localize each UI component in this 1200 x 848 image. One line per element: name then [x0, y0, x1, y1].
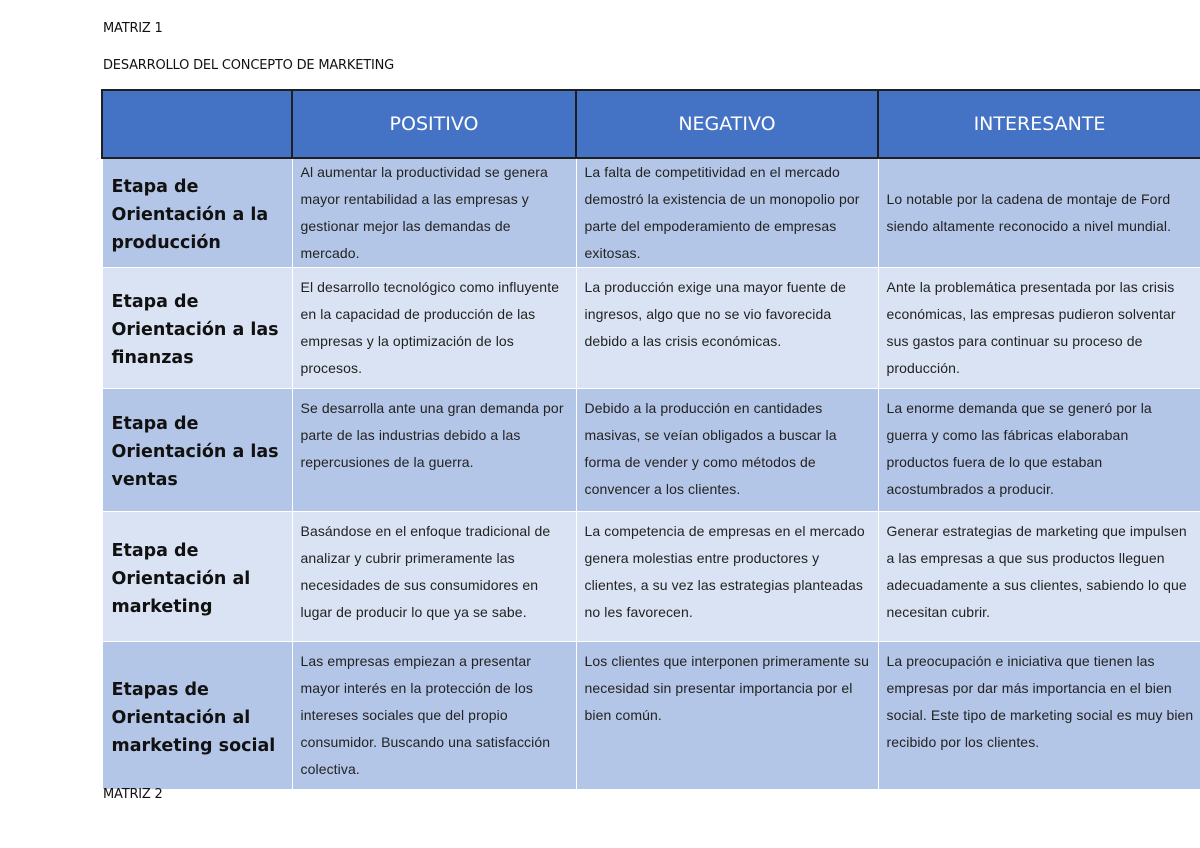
- matrix-2-heading: MATRIZ 2: [103, 787, 163, 802]
- interesante-cell: Generar estrategias de marketing que impulsen a las empresas a que sus productos lleguen adecuadamente a sus clientes, sabiendo lo que necesitan cubrir.: [878, 512, 1200, 642]
- positivo-cell: Se desarrolla ante una gran demanda por parte de las industrias debido a las repercusiones de la guerra.: [292, 389, 576, 512]
- negativo-cell: La producción exige una mayor fuente de ingresos, algo que no se vio favorecida debido a las crisis económicas.: [576, 268, 878, 389]
- table-row: [102, 642, 1200, 790]
- table-row: [102, 268, 1200, 389]
- interesante-cell: Ante la problemática presentada por las crisis económicas, las empresas pudieron solventar sus gastos para continuar su proceso de producción.: [878, 268, 1200, 389]
- negativo-cell: Los clientes que interponen primeramente su necesidad sin presentar importancia por el bien común.: [576, 642, 878, 790]
- interesante-cell: La enorme demanda que se generó por la guerra y como las fábricas elaboraban productos fuera de lo que estaban acostumbrados a producir.: [878, 389, 1200, 512]
- negativo-cell: Debido a la producción en cantidades masivas, se veían obligados a buscar la forma de vender y como métodos de convencer a los clientes.: [576, 389, 878, 512]
- header-negativo: NEGATIVO: [576, 90, 878, 158]
- interesante-cell: La preocupación e iniciativa que tienen las empresas por dar más importancia en el bien social. Este tipo de marketing social es muy bien recibido por los clientes.: [878, 642, 1200, 790]
- table-row: [102, 512, 1200, 642]
- stage-label: Etapas de Orientación al marketing social: [102, 642, 292, 790]
- header-interesante: INTERESANTE: [878, 90, 1200, 158]
- positivo-cell: Basándose en el enfoque tradicional de analizar y cubrir primeramente las necesidades de sus consumidores en lugar de producir lo que ya se sabe.: [292, 512, 576, 642]
- negativo-cell: La falta de competitividad en el mercado demostró la existencia de un monopolio por parte del empoderamiento de empresas exitosas.: [576, 158, 878, 268]
- table-header-row: [102, 90, 1200, 158]
- interesante-cell: Lo notable por la cadena de montaje de Ford siendo altamente reconocido a nivel mundial.: [878, 158, 1200, 268]
- matrix-1-heading: MATRIZ 1: [103, 21, 163, 36]
- positivo-cell: Las empresas empiezan a presentar mayor interés en la protección de los intereses sociales que del propio consumidor. Buscando una satisfacción colectiva.: [292, 642, 576, 790]
- header-positivo: POSITIVO: [292, 90, 576, 158]
- stage-label: Etapa de Orientación al marketing: [102, 512, 292, 642]
- header-empty-cell: [102, 90, 292, 158]
- stage-label: Etapa de Orientación a la producción: [102, 158, 292, 268]
- negativo-cell: La competencia de empresas en el mercado genera molestias entre productores y clientes, a su vez las estrategias planteadas no les favorecen.: [576, 512, 878, 642]
- table-row: [102, 158, 1200, 268]
- stage-label: Etapa de Orientación a las finanzas: [102, 268, 292, 389]
- positivo-cell: Al aumentar la productividad se genera mayor rentabilidad a las empresas y gestionar mejor las demandas de mercado.: [292, 158, 576, 268]
- stage-label: Etapa de Orientación a las ventas: [102, 389, 292, 512]
- document-subtitle: DESARROLLO DEL CONCEPTO DE MARKETING: [103, 58, 394, 73]
- pni-matrix-table: [101, 89, 1200, 790]
- positivo-cell: El desarrollo tecnológico como influyente en la capacidad de producción de las empresas y la optimización de los procesos.: [292, 268, 576, 389]
- table-row: [102, 389, 1200, 512]
